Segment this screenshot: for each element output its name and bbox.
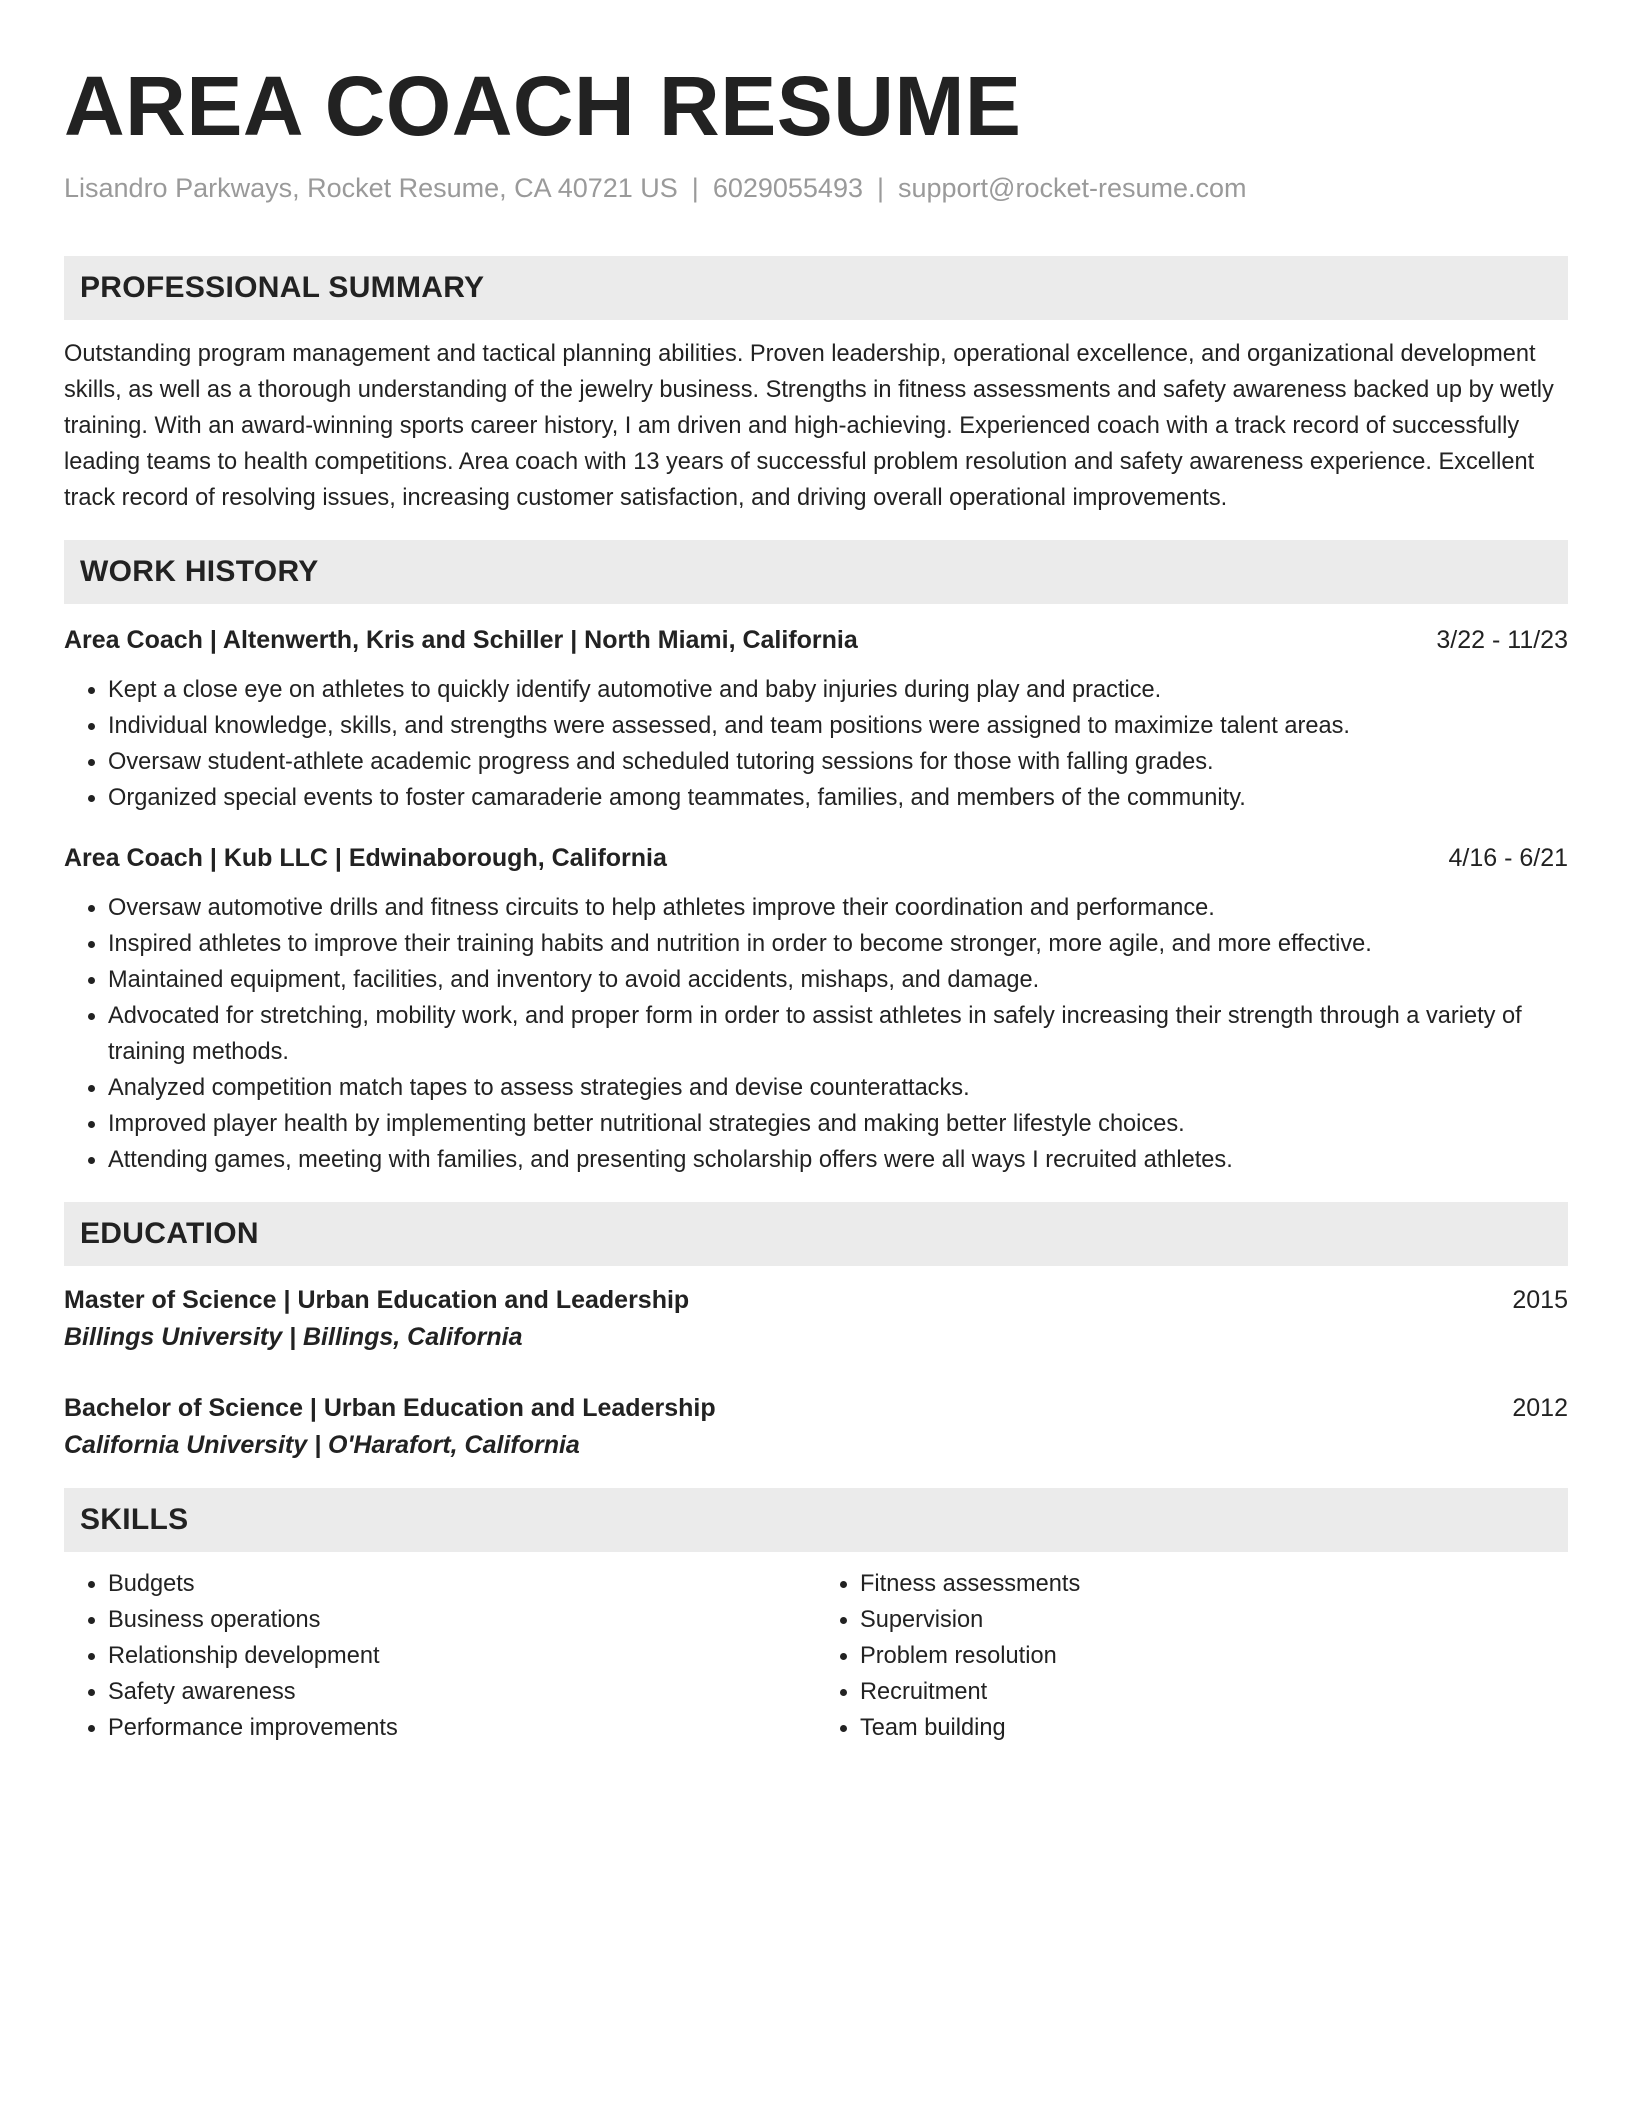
skill-item: • Budgets	[108, 1566, 816, 1602]
degree-title: Master of Science | Urban Education and Leadership	[64, 1286, 690, 1314]
job-bullet: • Oversaw student-athlete academic progress and scheduled tutoring sessions for those with falling grades.	[108, 744, 1568, 780]
job-dates: 4/16 - 6/21	[1448, 844, 1568, 872]
graduation-year: 2015	[1512, 1286, 1568, 1314]
summary-text: Outstanding program management and tactical planning abilities. Proven leadership, operational excellence, and organizational development skills, as well as a thorough understanding of the jewelry business. Strengths in fitness assessments and safety awareness backed up by wetly training. With an award-winning sports career history, I am driven and high-achieving. Experienced coach with a track record of successfully leading teams to health competitions. Area coach with 13 years of successful problem resolution and safety awareness experience. Excellent track record of resolving issues, increasing customer satisfaction, and driving overall operational improvements.	[64, 341, 1554, 511]
job-bullet: • Analyzed competition match tapes to assess strategies and devise counterattacks.	[108, 1070, 1568, 1106]
education-entry	[64, 1282, 1568, 1356]
skills-section	[64, 1488, 1568, 1746]
education-section	[64, 1202, 1568, 1464]
job-dates: 3/22 - 11/23	[1436, 626, 1568, 654]
education-header	[64, 1390, 1568, 1426]
summary-section	[64, 256, 1568, 516]
job-entry	[64, 840, 1568, 1178]
skill-item: • Team building	[860, 1710, 1568, 1746]
job-bullets	[64, 890, 1568, 1178]
contact-address: Lisandro Parkways, Rocket Resume, CA 40721 US	[64, 173, 678, 203]
job-bullet: • Advocated for stretching, mobility work, and proper form in order to assist athletes in safely increasing their strength through a variety of training methods.	[108, 998, 1568, 1070]
contact-phone: 6029055493	[712, 173, 863, 203]
graduation-year: 2012	[1512, 1394, 1568, 1422]
job-header	[64, 622, 1568, 658]
job-bullet: • Organized special events to foster camaraderie among teammates, families, and members of the community.	[108, 780, 1568, 816]
job-title: Area Coach | Kub LLC | Edwinaborough, California	[64, 844, 667, 872]
job-header	[64, 840, 1568, 876]
skill-item: • Problem resolution	[860, 1638, 1568, 1674]
job-bullet: • Inspired athletes to improve their training habits and nutrition in order to become stronger, more agile, and more effective.	[108, 926, 1568, 962]
skills-heading: SKILLS	[64, 1488, 1568, 1552]
skill-item: • Supervision	[860, 1602, 1568, 1638]
job-title: Area Coach | Altenwerth, Kris and Schiller | North Miami, California	[64, 626, 858, 654]
skills-list-left	[64, 1566, 816, 1746]
work-history-section	[64, 540, 1568, 1178]
job-bullets	[64, 672, 1568, 816]
school-name: California University | O'Harafort, California	[64, 1431, 580, 1459]
job-bullet: • Attending games, meeting with families, and presenting scholarship offers were all ways I recruited athletes.	[108, 1142, 1568, 1178]
job-bullet: • Maintained equipment, facilities, and inventory to avoid accidents, mishaps, and damage.	[108, 962, 1568, 998]
school-name: Billings University | Billings, California	[64, 1323, 523, 1351]
job-bullet: • Improved player health by implementing better nutritional strategies and making better lifestyle choices.	[108, 1106, 1568, 1142]
contact-email: support@rocket-resume.com	[898, 173, 1247, 203]
job-bullet: • Oversaw automotive drills and fitness circuits to help athletes improve their coordination and performance.	[108, 890, 1568, 926]
education-header	[64, 1282, 1568, 1318]
contact-separator: |	[691, 173, 699, 203]
education-entry	[64, 1390, 1568, 1464]
job-bullet: • Kept a close eye on athletes to quickly identify automotive and baby injuries during play and practice.	[108, 672, 1568, 708]
summary-heading: PROFESSIONAL SUMMARY	[64, 256, 1568, 320]
contact-line	[64, 170, 1568, 206]
skills-columns	[64, 1566, 1568, 1746]
skill-item: • Performance improvements	[108, 1710, 816, 1746]
skills-list-right	[816, 1566, 1568, 1746]
skill-item: • Recruitment	[860, 1674, 1568, 1710]
job-entry	[64, 622, 1568, 816]
job-bullet: • Individual knowledge, skills, and strengths were assessed, and team positions were assigned to maximize talent areas.	[108, 708, 1568, 744]
education-heading: EDUCATION	[64, 1202, 1568, 1266]
resume-title: AREA COACH RESUME	[64, 59, 1022, 153]
degree-title: Bachelor of Science | Urban Education and Leadership	[64, 1394, 716, 1422]
skill-item: • Safety awareness	[108, 1674, 816, 1710]
work-history-heading: WORK HISTORY	[64, 540, 1568, 604]
skill-item: • Fitness assessments	[860, 1566, 1568, 1602]
contact-separator: |	[876, 173, 884, 203]
skill-item: • Relationship development	[108, 1638, 816, 1674]
skill-item: • Business operations	[108, 1602, 816, 1638]
